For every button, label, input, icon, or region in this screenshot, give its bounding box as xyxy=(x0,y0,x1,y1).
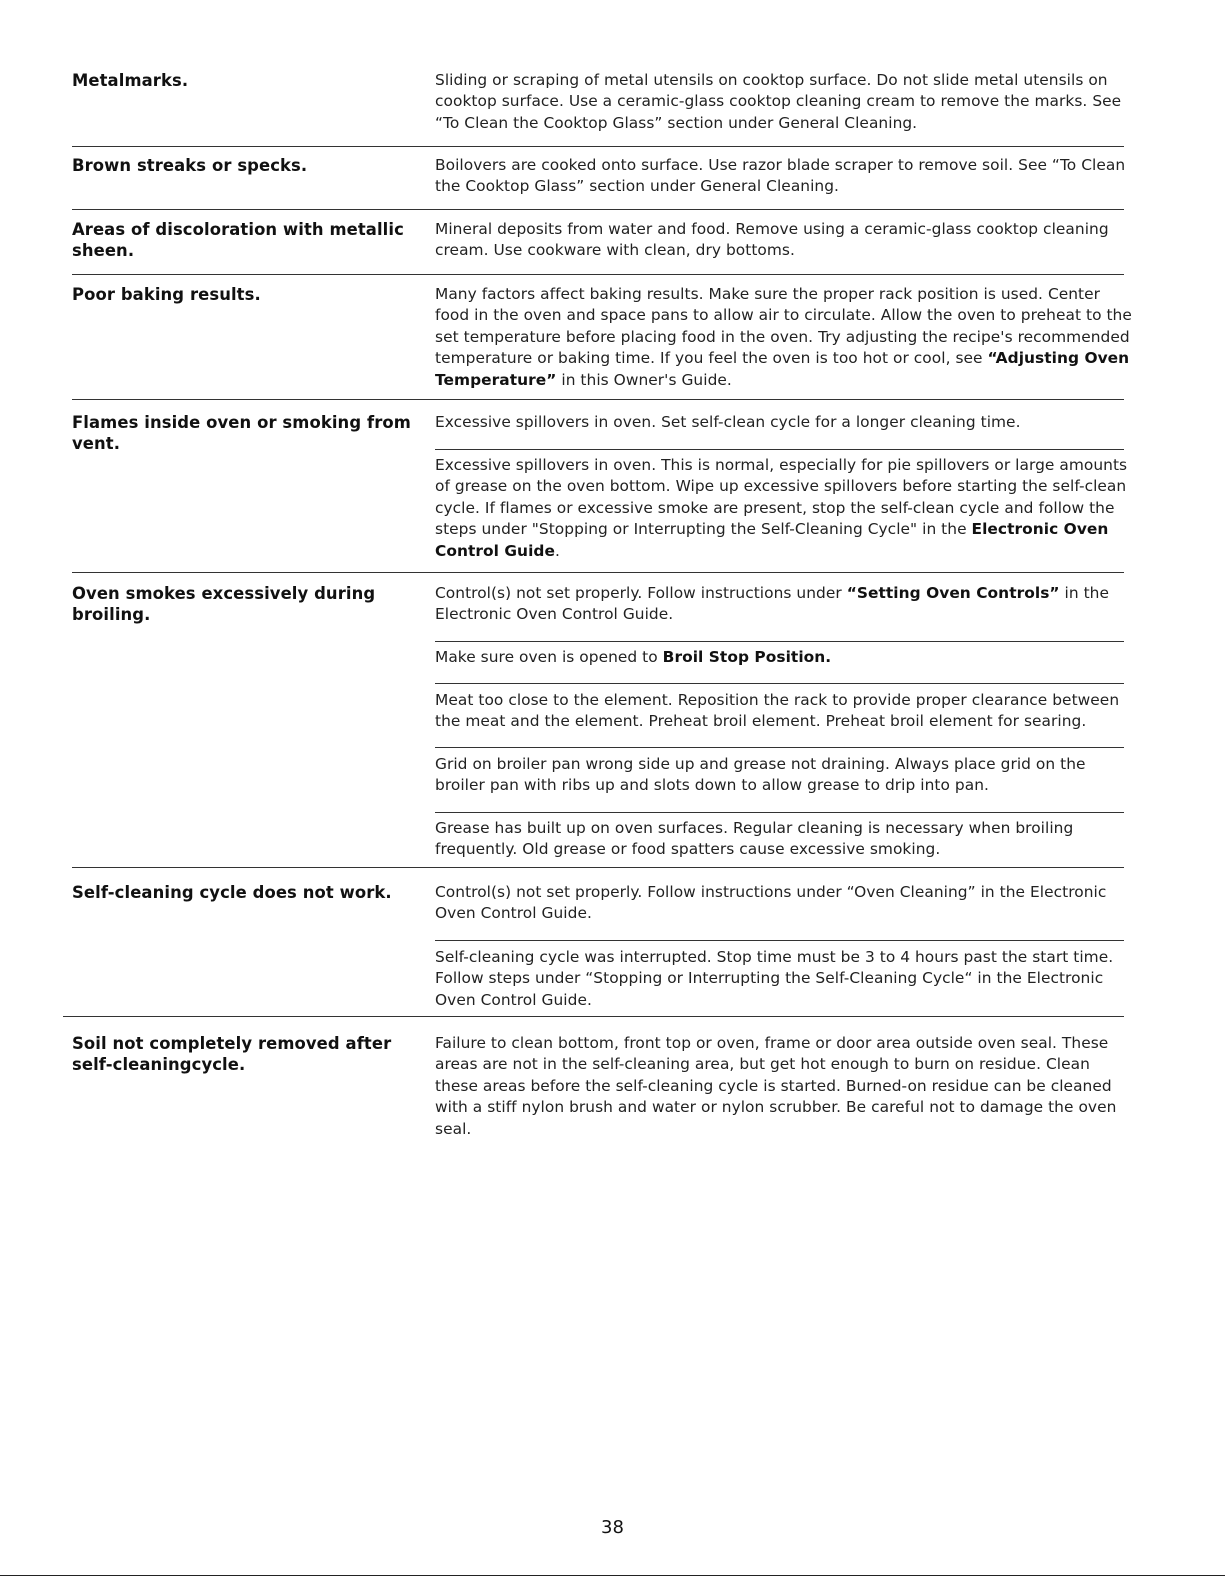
problem-label: Flames inside oven or smoking from vent. xyxy=(72,413,411,453)
solution-text: Grid on broiler pan wrong side up and grease not draining. Always place grid on the broiler pan with ribs up and slots down to allow grease to drip into pan. xyxy=(435,755,1086,795)
row-divider xyxy=(435,641,1124,642)
solution-text: Self-cleaning cycle was interrupted. Stop time must be 3 to 4 hours past the start time. Follow steps under “Stopping or Interrupting the Self-Cleaning Cycle“ in the Electronic Oven Control Guide. xyxy=(435,948,1114,1009)
page-number: 38 xyxy=(601,1517,624,1538)
row-divider xyxy=(63,1016,1124,1017)
problem-label: Self-cleaning cycle does not work. xyxy=(72,883,392,902)
problem-label: Metalmarks. xyxy=(72,71,189,90)
solution-text: Many factors affect baking results. Make sure the proper rack position is used. Center food in the oven and space pans to allow air to circulate. Allow the oven to preheat to the set temperature before placing food in the oven. Try adjusting the recipe's recommended temperature or baking time. If you feel the oven is too hot or cool, see “Adjusting Oven Temperature” in this Owner's Guide. xyxy=(435,285,1132,389)
row-divider xyxy=(72,274,1124,275)
solution-text: Make sure oven is opened to Broil Stop Position. xyxy=(435,648,832,666)
row-divider xyxy=(435,683,1124,684)
solution-text: Control(s) not set properly. Follow instructions under “Oven Cleaning” in the Electronic Oven Control Guide. xyxy=(435,883,1107,923)
problem-label: Brown streaks or specks. xyxy=(72,156,308,175)
solution-text: Boilovers are cooked onto surface. Use razor blade scraper to remove soil. See “To Clean the Cooktop Glass” section under General Cleaning. xyxy=(435,156,1126,196)
solution-text: Failure to clean bottom, front top or oven, frame or door area outside oven seal. These areas are not in the self-cleaning area, but get hot enough to burn on residue. Clean these areas before the self-cleaning cycle is started. Burned-on residue can be cleaned with a stiff nylon brush and water or nylon scrubber. Be careful not to damage the oven seal. xyxy=(435,1034,1117,1138)
row-divider xyxy=(72,867,1124,868)
problem-label: Areas of discoloration with metallic sheen. xyxy=(72,220,404,260)
row-divider xyxy=(72,146,1124,147)
solution-text: Sliding or scraping of metal utensils on cooktop surface. Do not slide metal utensils on cooktop surface. Use a ceramic-glass cooktop cleaning cream to remove the marks. See “To Clean the Cooktop Glass” section under General Cleaning. xyxy=(435,71,1122,132)
solution-text: Grease has built up on oven surfaces. Regular cleaning is necessary when broiling frequently. Old grease or food spatters cause excessive smoking. xyxy=(435,819,1074,859)
page-bottom-rule xyxy=(0,1575,1225,1576)
problem-label: Poor baking results. xyxy=(72,285,261,304)
row-divider xyxy=(72,572,1124,573)
row-divider xyxy=(435,747,1124,748)
solution-text: Mineral deposits from water and food. Remove using a ceramic-glass cooktop cleaning cream. Use cookware with clean, dry bottoms. xyxy=(435,220,1109,260)
solution-text: Excessive spillovers in oven. This is normal, especially for pie spillovers or large amounts of grease on the oven bottom. Wipe up excessive spillovers before starting the self-clean cycle. If flames or excessive smoke are present, stop the self-clean cycle and follow the steps under "Stopping or Interrupting the Self-Cleaning Cycle" in the Electronic Oven Control Guide. xyxy=(435,456,1128,560)
problem-label: Soil not completely removed after self-cleaningcycle. xyxy=(72,1034,392,1074)
row-divider xyxy=(435,812,1124,813)
solution-text: Control(s) not set properly. Follow instructions under “Setting Oven Controls” in the Electronic Oven Control Guide. xyxy=(435,584,1110,624)
problem-label: Oven smokes excessively during broiling. xyxy=(72,584,376,624)
row-divider xyxy=(72,399,1124,400)
row-divider xyxy=(72,209,1124,210)
solution-text: Meat too close to the element. Reposition the rack to provide proper clearance between the meat and the element. Preheat broil element. Preheat broil element for searing. xyxy=(435,691,1120,731)
solution-text: Excessive spillovers in oven. Set self-clean cycle for a longer cleaning time. xyxy=(435,413,1021,431)
row-divider xyxy=(435,940,1124,941)
row-divider xyxy=(435,449,1124,450)
